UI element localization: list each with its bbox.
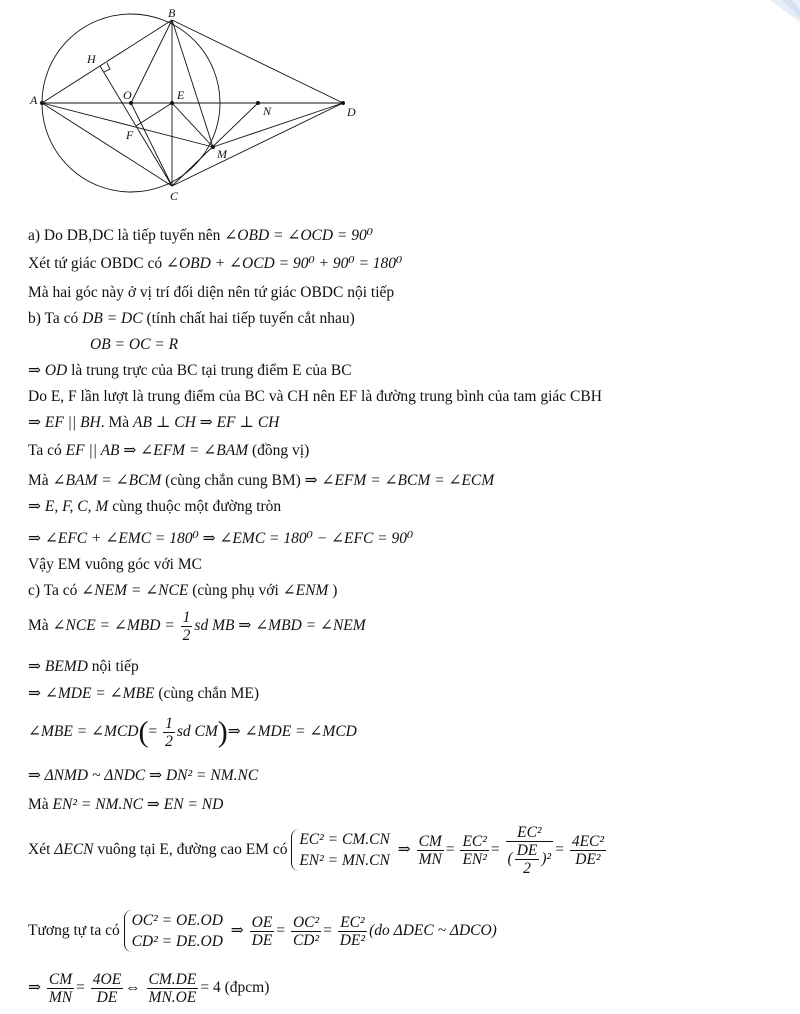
line-c9: Tương tự ta có OC² = OE.OD CD² = DE.OD ⇒ $\frac{OE}{DE}$ = $\frac{\text{OC²}}{\text{CD²}}$ = $\frac{\text{EC²}}{\text{DE²}}$ (do ΔDEC ~ ΔDCO) — [28, 912, 497, 951]
line-c4: ⇒ ∠MDE = ∠MBE (cùng chắn ME) — [28, 685, 260, 702]
line-c5: ∠MBE = ∠MCD(= $\frac{1}{2}$ sd CM)⇒ ∠MDE = ∠MCD — [28, 714, 357, 750]
label-n: N — [263, 104, 272, 118]
line-b2: OB = OC = R — [90, 336, 179, 353]
fraction-half-2: $\frac{1}{2}$ — [165, 714, 173, 750]
segment-md — [213, 103, 343, 147]
line-c3: ⇒ BEMD nội tiếp — [28, 658, 139, 675]
label-a: A — [30, 93, 38, 107]
segment-cn — [172, 103, 258, 186]
line-a2: Xét tứ giác OBDC có ∠OBD + ∠OCD = 90⁰ + 90⁰ = 180⁰ — [28, 255, 403, 272]
label-d: D — [347, 105, 356, 119]
system-ocd: OC² = OE.OD CD² = DE.OD — [124, 910, 227, 952]
label-e: E — [177, 88, 185, 102]
segment-em — [172, 103, 213, 147]
segment-cd — [172, 103, 343, 186]
line-b1: b) Ta có DB = DC (tính chất hai tiếp tuyến cắt nhau) — [28, 310, 355, 327]
corner-decoration — [730, 0, 800, 30]
line-a1: a) Do DB,DC là tiếp tuyến nên ∠OBD = ∠OCD = 90⁰ — [28, 227, 373, 244]
fraction-half: $\frac{1}{2}$ — [182, 608, 191, 644]
segment-ab — [42, 20, 172, 103]
label-f: F — [126, 128, 134, 142]
segment-ef — [136, 103, 172, 126]
line-c8: Xét ΔECN vuông tại E, đường cao EM có EC² = CM.CN EN² = MN.CN ⇒ $\frac{CM}{MN}$ = $\frac{\text{EC²}}{\text{EN²}}$ = EC² ( $\frac{DE}{2}$ )² = $\frac{\text{4EC²}}{\text{DE²}}$ — [28, 823, 605, 877]
line-b6: Ta có EF || AB ⇒ ∠EFM = ∠BAM (đồng vị) — [28, 442, 310, 459]
line-b7: Mà ∠BAM = ∠BCM (cùng chắn cung BM) ⇒ ∠EFM = ∠BCM = ∠ECM — [28, 472, 495, 489]
label-o: O — [123, 88, 132, 102]
line-b10: Vậy EM vuông góc với MC — [28, 556, 202, 573]
right-angle-mark — [104, 63, 110, 72]
line-b5: ⇒ EF || BH. Mà AB ⊥ CH ⇒ EF ⊥ CH — [28, 414, 280, 431]
label-h: H — [87, 52, 96, 66]
line-c10: ⇒ $\frac{CM}{MN}$ = $\frac{4OE}{DE}$ ⇔ $\frac{CM.DE}{MN.OE}$ = 4 (đpcm) — [28, 970, 270, 1006]
line-c7: Mà EN² = NM.NC ⇒ EN = ND — [28, 796, 224, 813]
line-a3: Mà hai góc này ở vị trí đối diện nên tứ giác OBDC nội tiếp — [28, 284, 395, 301]
line-b3: ⇒ OD là trung trực của BC tại trung điểm E của BC — [28, 362, 352, 379]
line-b9: ⇒ ∠EFC + ∠EMC = 180⁰ ⇒ ∠EMC = 180⁰ − ∠EFC = 90⁰ — [28, 530, 414, 547]
line-c1: c) Ta có ∠NEM = ∠NCE (cùng phụ với ∠ENM ) — [28, 582, 338, 599]
system-ecn: EC² = CM.CN EN² = MN.CN — [291, 829, 393, 871]
line-c2: Mà ∠NCE = ∠MBD = $\frac{1}{2}$ sd MB ⇒ ∠MBD = ∠NEM — [28, 608, 366, 644]
line-b4: Do E, F lần lượt là trung điểm của BC và CH nên EF là đường trung bình của tam giác CBH — [28, 388, 602, 405]
segment-bo — [131, 20, 172, 103]
line-b8: ⇒ E, F, C, M cùng thuộc một đường tròn — [28, 498, 282, 515]
label-c: C — [170, 189, 179, 203]
segment-bd — [172, 20, 343, 103]
line-c6: ⇒ ΔNMD ~ ΔNDC ⇒ DN² = NM.NC — [28, 767, 259, 784]
label-m: M — [217, 147, 227, 161]
label-b: B — [168, 6, 176, 20]
segment-oc — [131, 103, 172, 186]
geometry-figure — [20, 0, 360, 205]
